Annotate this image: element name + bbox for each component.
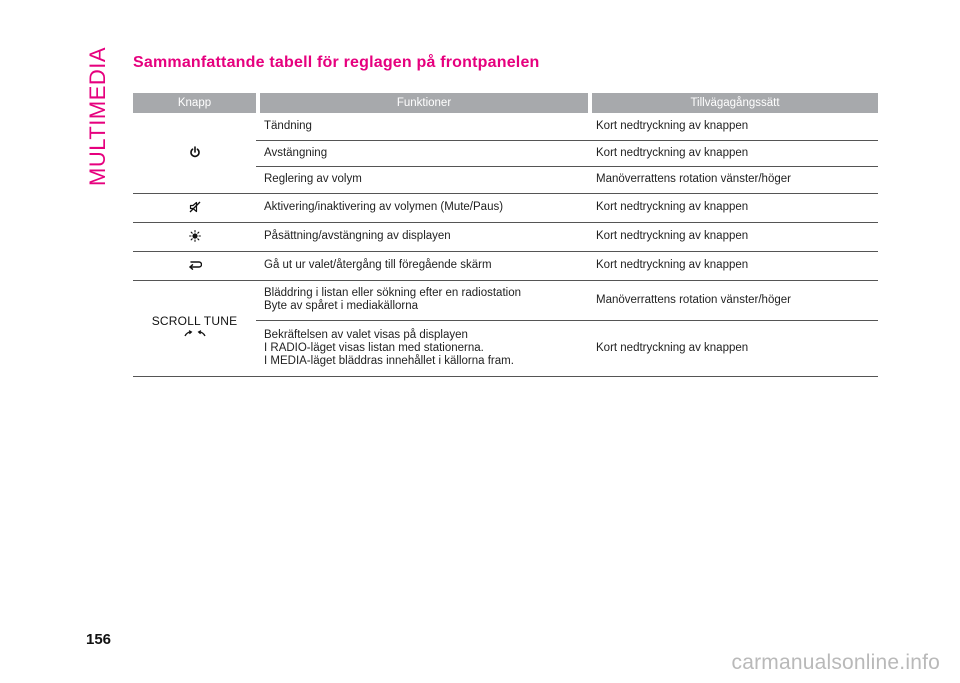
procedure-cell: Kort nedtryckning av knappen <box>592 320 878 376</box>
power-icon <box>189 146 201 158</box>
procedure-cell: Kort nedtryckning av knappen <box>592 193 878 222</box>
section-label <box>83 46 110 188</box>
table-header-row <box>133 93 878 113</box>
knapp-cell <box>133 280 256 376</box>
scroll-tune-label: SCROLL TUNE <box>151 314 238 328</box>
knapp-cell <box>133 251 256 280</box>
controls-table <box>133 93 878 377</box>
table-row <box>133 251 878 280</box>
table-row <box>133 222 878 251</box>
procedure-cell: Kort nedtryckning av knappen <box>592 222 878 251</box>
page-number: 156 <box>86 631 112 648</box>
knapp-cell <box>133 193 256 222</box>
table-row <box>133 113 878 140</box>
function-cell: Bekräftelsen av valet visas på displayen I RADIO-läget visas listan med stationerna. I MEDIA-läget bläddras innehållet i källorna fram. <box>260 320 588 376</box>
procedure-cell: Kort nedtryckning av knappen <box>592 113 878 140</box>
function-cell: Reglering av volym <box>260 166 588 193</box>
procedure-cell: Manöverrattens rotation vänster/höger <box>592 166 878 193</box>
procedure-cell: Manöverrattens rotation vänster/höger <box>592 280 878 320</box>
header-funktioner: Funktioner <box>260 93 588 113</box>
page-title: Sammanfattande tabell för reglagen på frontpanelen <box>133 54 540 71</box>
table-row <box>133 193 878 222</box>
header-tillvagagangssatt: Tillvägagångssätt <box>592 93 878 113</box>
function-cell: Aktivering/inaktivering av volymen (Mute/Paus) <box>260 193 588 222</box>
function-cell: Avstängning <box>260 140 588 166</box>
back-icon <box>188 259 202 271</box>
section-label-text: MULTIMEDIA <box>85 46 110 186</box>
knapp-cell <box>133 113 256 193</box>
rotary-knob-icon <box>184 328 206 340</box>
procedure-cell: Kort nedtryckning av knappen <box>592 251 878 280</box>
function-cell: Tändning <box>260 113 588 140</box>
display-brightness-icon <box>189 230 201 242</box>
function-cell: Gå ut ur valet/återgång till föregående skärm <box>260 251 588 280</box>
header-knapp: Knapp <box>133 93 256 113</box>
knapp-cell <box>133 222 256 251</box>
mute-icon <box>189 201 201 213</box>
function-cell: Påsättning/avstängning av displayen <box>260 222 588 251</box>
watermark: carmanualsonline.info <box>731 651 940 674</box>
table-row <box>133 280 878 320</box>
procedure-cell: Kort nedtryckning av knappen <box>592 140 878 166</box>
function-cell: Bläddring i listan eller sökning efter en radiostation Byte av spåret i mediakällorna <box>260 280 588 320</box>
